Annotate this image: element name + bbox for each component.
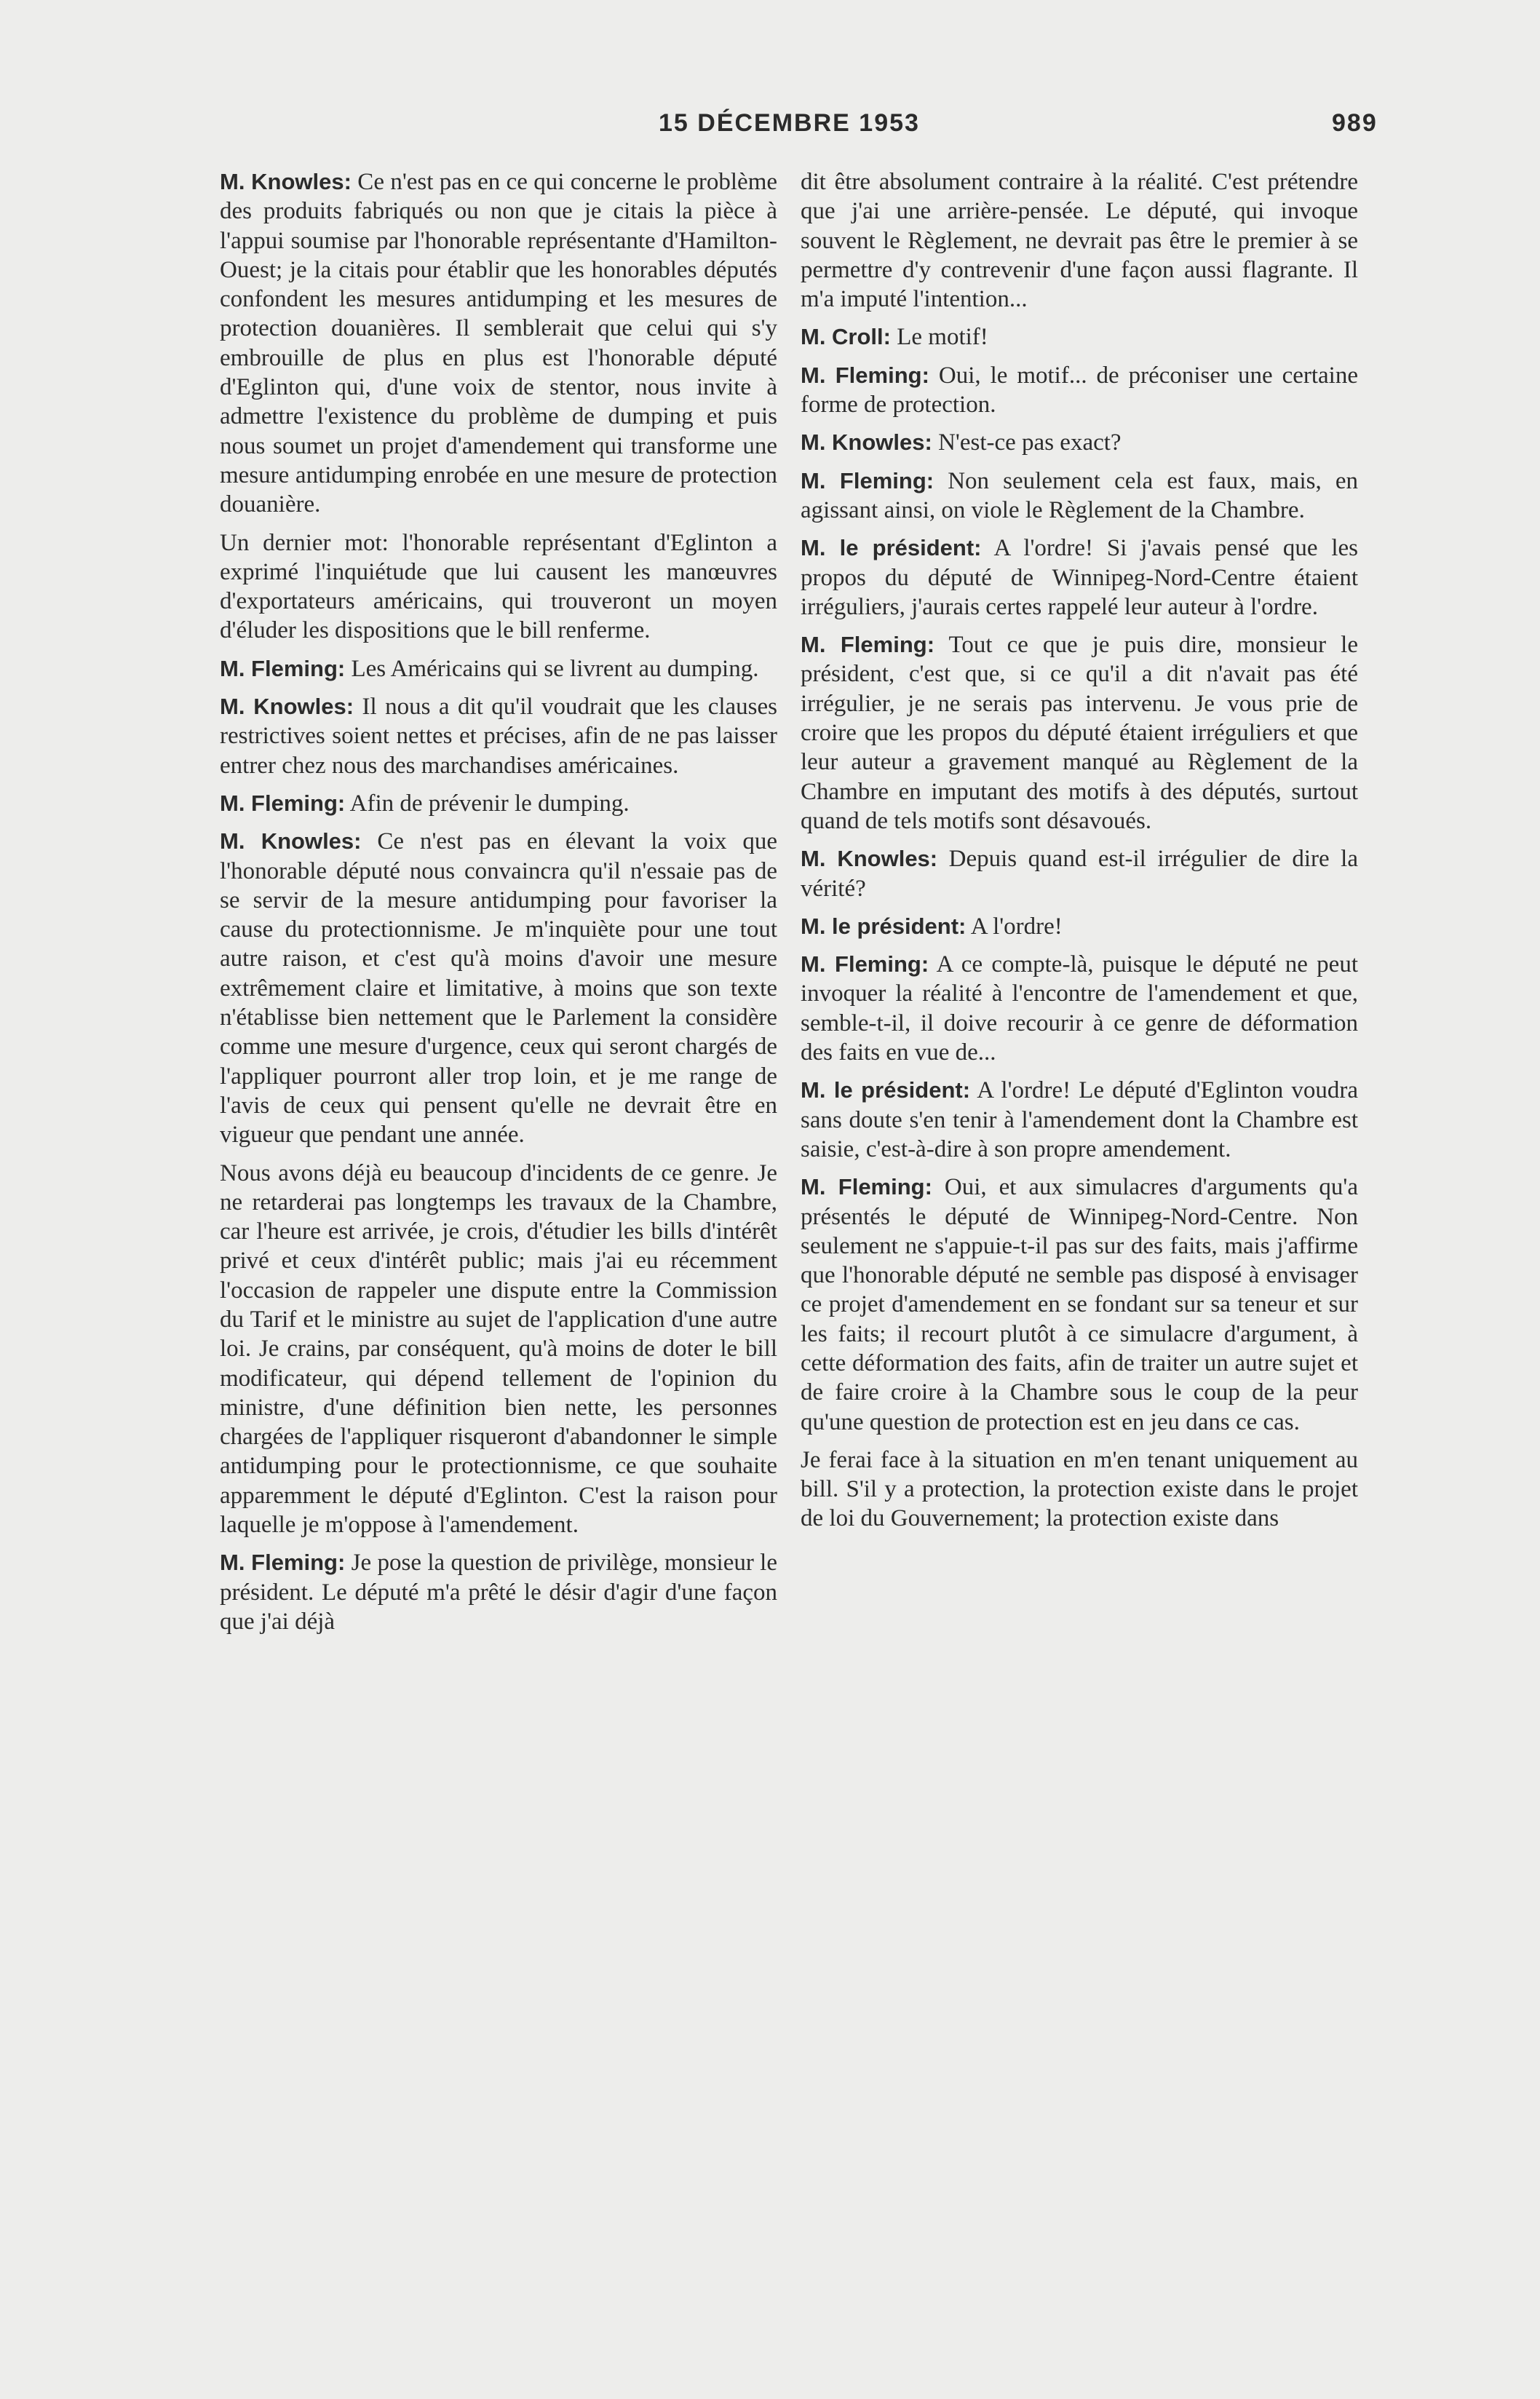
paragraph (220, 827, 777, 1149)
page-header (0, 109, 1540, 153)
speaker-name: M. Fleming: (220, 655, 346, 681)
speaker-name: M. Croll: (801, 324, 891, 350)
paragraph (801, 534, 1358, 622)
paragraph-text: Nous avons déjà eu beaucoup d'incidents de ce genre. Je ne retarderai pas longtemps les travaux de la Chambre, car l'heure est arrivée, je crois, d'étudier les bills d'intérêt privé et ceux d'intérêt public; mais j'ai eu récemment l'occasion de rappeler une dispute entre la Commission du Tarif et le ministre au sujet de l'application d'une autre loi. Je crains, par conséquent, qu'à moins de doter le bill modificateur, qui dépend tellement de l'opinion du ministre, d'une définition bien nette, les personnes chargées de l'appliquer risqueront d'abandonner le simple antidumping pour le protectionnisme, ce que souhaite apparemment le député d'Eglinton. C'est la raison pour laquelle je m'oppose à l'amendement. (220, 1159, 777, 1539)
paragraph-text: Non seulement cela est faux, mais, en agissant ainsi, on viole le Règlement de la Chambre. (801, 467, 1358, 523)
paragraph (220, 789, 777, 818)
speaker-name: M. Fleming: (220, 1550, 346, 1576)
speaker-name: M. Fleming: (801, 951, 929, 978)
paragraph (801, 428, 1358, 457)
speaker-name: M. Knowles: (801, 846, 938, 872)
paragraph (220, 654, 777, 683)
paragraph (801, 167, 1358, 314)
paragraph (801, 322, 1358, 352)
paragraph-text: Le motif! (891, 324, 988, 351)
speaker-name: M. Fleming: (801, 362, 929, 388)
paragraph-text: A l'ordre! (966, 913, 1063, 940)
paragraph-text: Depuis quand est-il irrégulier de dire la vérité? (801, 846, 1358, 902)
paragraph (801, 630, 1358, 836)
paragraph-text: Je pose la question de privilège, monsieur le président. Le député m'a prêté le désir d'agir d'une façon que j'ai déjà (220, 1550, 777, 1635)
speaker-name: M. Knowles: (220, 169, 352, 194)
paragraph-text: A l'ordre! Le député d'Eglinton voudra sans doute s'en tenir à l'amendement dont la Chambre est saisie, c'est-à-dire à son propre amendement. (801, 1077, 1358, 1162)
paragraph-text: N'est-ce pas exact? (932, 429, 1122, 456)
paragraph (801, 361, 1358, 420)
paragraph (801, 912, 1358, 941)
paragraph-text: Oui, le motif... de préconiser une certaine forme de protection. (801, 362, 1359, 419)
paragraph-text: Ce n'est pas en ce qui concerne le problème des produits fabriqués ou non que je citais la pièce à l'appui soumise par l'honorable représentante d'Hamilton-Ouest; je la citais pour établir que les honorables députés confondent les mesures antidumping et les mesures de protection douanières. Il semblerait que celui qui s'y embrouille de plus en plus est l'honorable député d'Eglinton qui, d'une voix de stentor, nous invite à admettre l'existence du problème de dumping et puis nous soumet un projet d'amendement qui transforme une mesure antidumping enrobée en une mesure de protection douanière. (220, 169, 778, 518)
paragraph-text: Il nous a dit qu'il voudrait que les clauses restrictives soient nettes et précises, afin de ne pas laisser entrer chez nous des marchandises américaines. (220, 694, 777, 779)
paragraph-text: A l'ordre! Si j'avais pensé que les propos du député de Winnipeg-Nord-Centre étaient irréguliers, j'aurais certes rappelé leur auteur à l'ordre. (801, 535, 1358, 620)
speaker-name: M. Fleming: (801, 632, 935, 658)
page-number: 989 (1332, 109, 1378, 137)
speaker-name: M. Fleming: (801, 1174, 932, 1200)
paragraph (801, 1173, 1358, 1437)
paragraph (801, 950, 1358, 1067)
paragraph (801, 844, 1358, 903)
paragraph-text: dit être absolument contraire à la réalité. C'est prétendre que j'ai une arrière-pensée. Le député, qui invoque souvent le Règlement, ne devrait pas être le premier à se permettre d'y contrevenir d'une façon aussi flagrante. Il m'a imputé l'intention... (801, 169, 1358, 313)
paragraph (220, 528, 777, 646)
paragraph (220, 1159, 777, 1540)
speaker-name: M. Fleming: (801, 467, 934, 493)
paragraph (801, 467, 1358, 526)
paragraph (801, 1076, 1358, 1164)
paragraph (801, 1446, 1358, 1534)
paragraph-text: Oui, et aux simulacres d'arguments qu'a présentés le député de Winnipeg-Nord-Centre. Non seulement ne s'appuie-t-il pas sur des faits, mais j'affirme que l'honorable député ne semble pas disposé à envisager ce projet d'amendement en se fondant sur sa teneur et sur les faits; il recourt plutôt à ce simulacre d'argument, à cette déformation des faits, afin de traiter un autre sujet et de faire croire à la Chambre sous le coup de la peur qu'une question de protection est en jeu dans ce cas. (801, 1174, 1358, 1435)
paragraph-text: Un dernier mot: l'honorable représentant d'Eglinton a exprimé l'inquiétude que lui causent les manœuvres d'exportateurs américains, qui trouveront un moyen d'éluder les dispositions que le bill renferme. (220, 529, 777, 644)
paragraph-text: Je ferai face à la situation en m'en tenant uniquement au bill. S'il y a protection, la protection existe dans le projet de loi du Gouvernement; la protection existe dans (801, 1446, 1358, 1532)
left-column (220, 167, 777, 1645)
speaker-name: M. le président: (801, 913, 967, 939)
paragraph (220, 692, 777, 780)
speaker-name: M. Knowles: (220, 694, 354, 720)
header-date: 15 DÉCEMBRE 1953 (659, 109, 920, 137)
speaker-name: M. Fleming: (220, 790, 346, 816)
paragraph-text: Ce n'est pas en élevant la voix que l'honorable député nous convaincra qu'il n'essaie pas de se servir de la mesure antidumping pour favoriser la cause du protectionnisme. Je m'inquiète pour une tout autre raison, et c'est qu'à moins d'avoir une mesure extrêmement claire et limitative, à moins que son texte n'établisse bien nettement que le Parlement la considère comme une mesure d'urgence, ceux qui seront chargés de l'appliquer pourront aller trop loin, et je me range de l'avis de ceux qui pensent qu'elle ne devrait être en vigueur que pendant une année. (220, 828, 778, 1149)
speaker-name: M. le président: (801, 1077, 971, 1103)
paragraph-text: Tout ce que je puis dire, monsieur le président, c'est que, si ce qu'il a dit n'avait pas été irrégulier, je ne serais pas intervenu. Je vous prie de croire que les propos du député étaient irréguliers et que leur auteur a gravement manqué au Règlement de la Chambre en imputant des motifs à des députés, surtout quand de tels motifs sont désavoués. (801, 632, 1358, 834)
paragraph (220, 1548, 777, 1636)
paragraph (220, 167, 777, 520)
paragraph-text: A ce compte-là, puisque le député ne peut invoquer la réalité à l'encontre de l'amendement et que, semble-t-il, il doive recourir à ce genre de déformation des faits en vue de... (801, 951, 1358, 1066)
speaker-name: M. Knowles: (801, 429, 932, 456)
speaker-name: M. Knowles: (220, 828, 362, 854)
paragraph-text: Afin de prévenir le dumping. (345, 790, 630, 817)
paragraph-text: Les Américains qui se livrent au dumping. (345, 655, 759, 682)
right-column (801, 167, 1358, 1542)
speaker-name: M. le président: (801, 535, 982, 561)
